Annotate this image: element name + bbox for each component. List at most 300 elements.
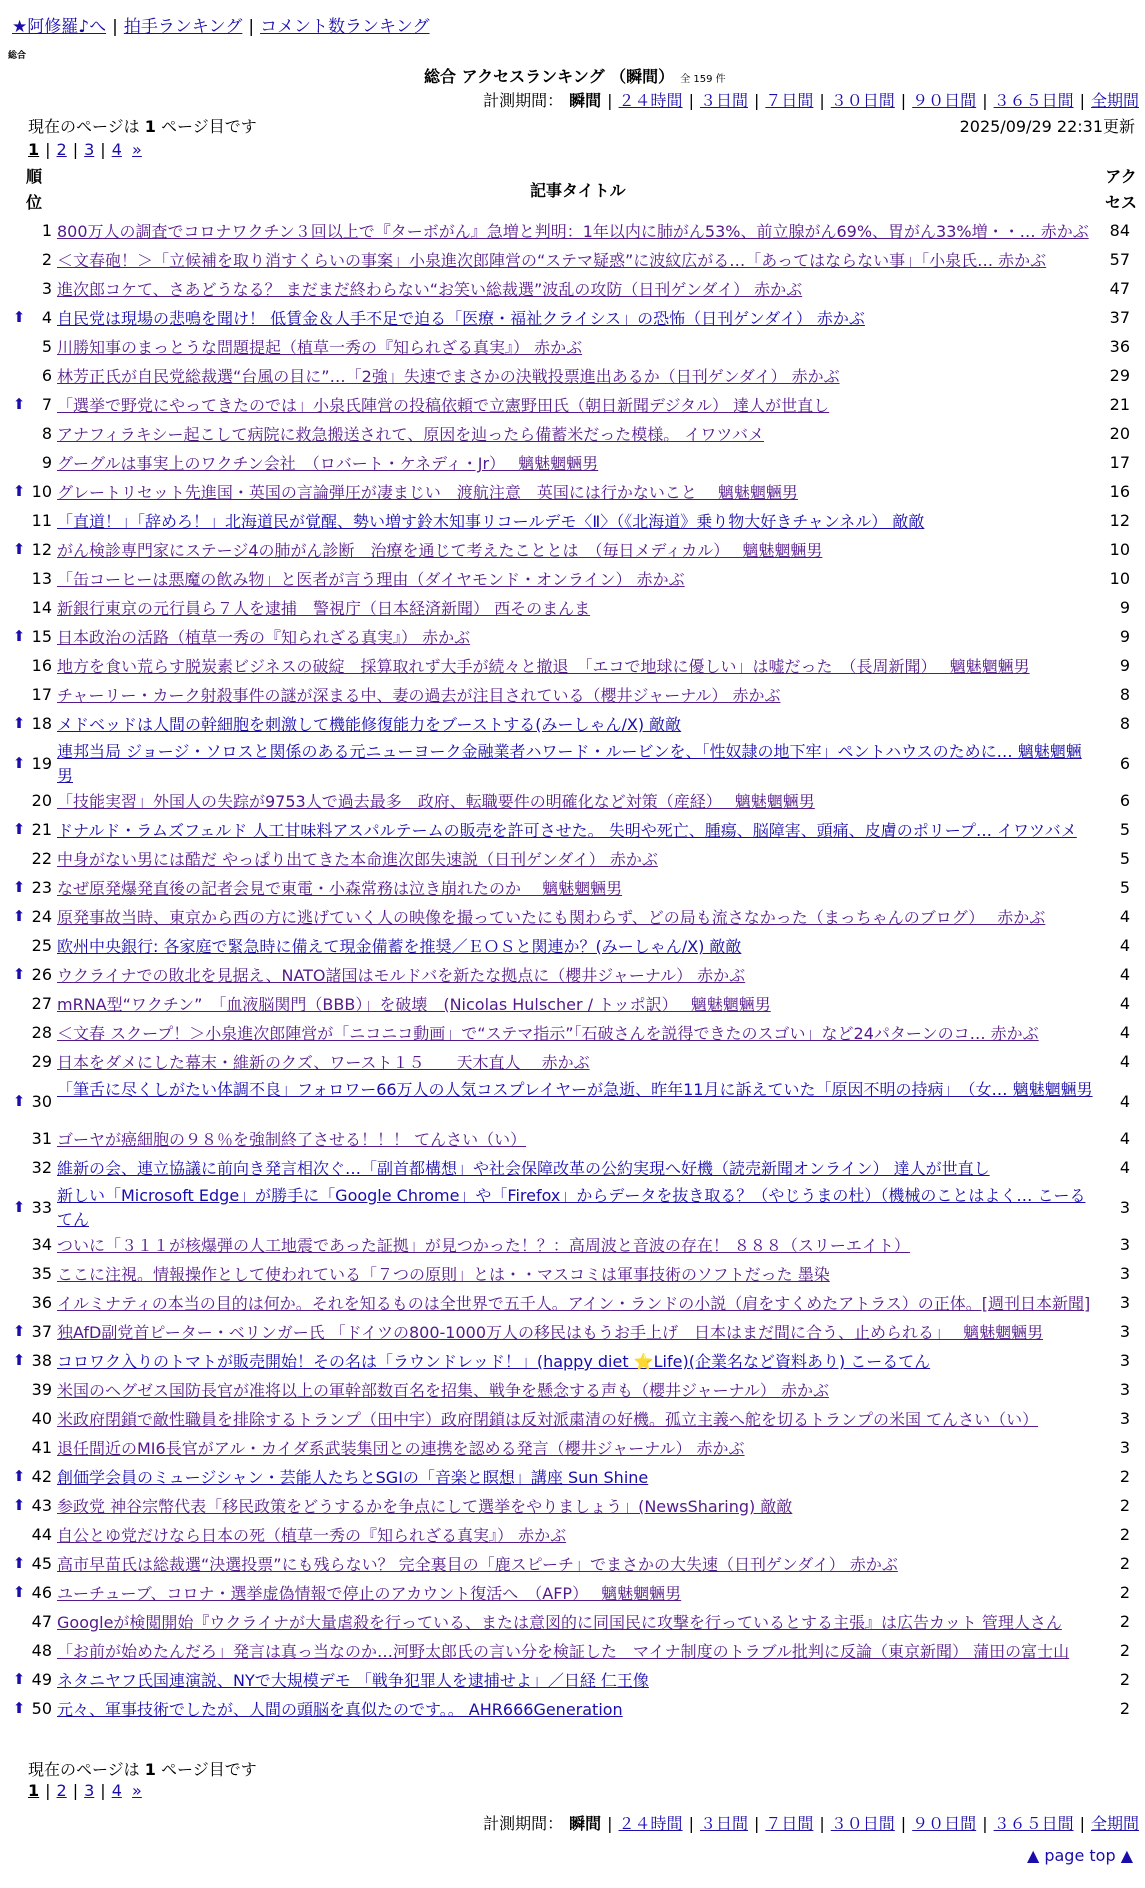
separator: | xyxy=(753,91,760,110)
rank-number: 26 xyxy=(31,965,52,984)
rank-number: 25 xyxy=(31,936,52,955)
article-title-cell xyxy=(57,1379,1097,1403)
ranking-row xyxy=(0,508,1145,537)
period-link-1[interactable]: ３日間 xyxy=(699,1814,748,1833)
period-label: 計測期間： xyxy=(483,1814,564,1833)
article-link[interactable]: チャーリー・カーク射殺事件の謎が深まる中、妻の過去が注目されている（櫻井ジャーナル） 赤かぶ xyxy=(57,686,781,705)
ranking-row xyxy=(0,392,1145,421)
ranking-row xyxy=(0,247,1145,276)
article-link[interactable]: 「直道！」「辞めろ！」北海道民が覚醒、勢い増す鈴木知事リコールデモ〈Ⅱ〉（《北海道》乗り物大好きチャンネル） 敵敵 xyxy=(57,512,925,531)
separator: | xyxy=(982,1814,988,1833)
pager-page-4[interactable]: 4 xyxy=(111,1781,122,1800)
article-title-cell xyxy=(57,1051,1097,1075)
rank-header-text: 順 位 xyxy=(25,167,42,212)
period-link-5[interactable]: ３６５日間 xyxy=(993,91,1074,110)
article-title-cell xyxy=(57,597,1097,621)
rank-number: 22 xyxy=(31,849,52,868)
rank-number: 13 xyxy=(31,569,52,588)
article-link[interactable]: ウクライナでの敗北を見据え、NATO諸国はモルドバを新たな拠点に（櫻井ジャーナル） 赤かぶ xyxy=(57,966,746,985)
ranking-row xyxy=(0,624,1145,653)
up-arrow-icon: ⬆ xyxy=(12,714,26,732)
ranking-row xyxy=(0,817,1145,846)
article-link[interactable]: 高市早苗氏は総裁選“決選投票”にも残らない？ 完全裏目の「鹿スピーチ」でまさかの大失速（日刊ゲンダイ） 赤かぶ xyxy=(57,1555,898,1574)
ranking-row xyxy=(0,875,1145,904)
article-link[interactable]: 米政府閉鎖で敵性職員を排除するトランプ（田中宇）政府閉鎖は反対派粛清の好機。孤立主義へ舵を切るトランプの米国 てんさい（い） xyxy=(57,1410,1039,1429)
ranking-row xyxy=(0,1580,1145,1609)
up-arrow-icon: ⬆ xyxy=(12,1322,26,1340)
period-link-5[interactable]: ３６５日間 xyxy=(993,1814,1074,1833)
rank-number: 40 xyxy=(31,1409,52,1428)
rank-number: 9 xyxy=(41,453,52,472)
ranking-row xyxy=(0,1609,1145,1638)
article-link[interactable]: 「お前が始めたんだろ」発言は真っ当なのか…河野太郎氏の言い分を検証した マイナ制度のトラブル批判に反論（東京新聞） 蒲田の富士山 xyxy=(57,1642,1070,1661)
current-page-number: 1 xyxy=(144,1760,156,1779)
access-count: 2 xyxy=(1119,1612,1130,1631)
access-count: 2 xyxy=(1119,1554,1130,1573)
article-link[interactable]: 「筆舌に尽くしがたい体調不良」フォロワー66万人の人気コスプレイヤーが急逝、昨年11月に訴えていた「原因不明の持病」 （女… 魑魅魍魎男 xyxy=(57,1080,1093,1099)
separator: | xyxy=(607,91,613,110)
ranking-row xyxy=(0,1290,1145,1319)
ranking-row xyxy=(0,1667,1145,1696)
rank-number: 16 xyxy=(31,656,52,675)
up-arrow-icon: ⬆ xyxy=(12,1198,26,1216)
article-link[interactable]: mRNA型“ワクチン” 「血液脳関門（BBB）」を破壊 (Nicolas Hulscher / トッポ訳） 魑魅魍魎男 xyxy=(57,995,771,1014)
article-link[interactable]: 自公とゆ党だけなら日本の死（植草一秀の『知られざる真実』） 赤かぶ xyxy=(57,1526,567,1545)
pager-page-3[interactable]: 3 xyxy=(84,1781,95,1800)
article-link[interactable]: 退任間近のMI6長官がアル・カイダ系武装集団との連携を認める発言（櫻井ジャーナル） 赤かぶ xyxy=(57,1439,745,1458)
period-link-4[interactable]: ９０日間 xyxy=(912,1814,977,1833)
ranking-row xyxy=(0,1078,1145,1126)
access-count: 4 xyxy=(1119,907,1130,926)
article-link[interactable]: イルミナティの本当の目的は何か。それを知るものは全世界で五千人。アイン・ランドの小説（肩をすくめたアトラス）の正体。[週刊日本新聞] xyxy=(57,1294,1091,1313)
ranking-row xyxy=(0,846,1145,875)
article-title-cell xyxy=(57,1495,1097,1519)
separator: | xyxy=(753,1814,760,1833)
rank-number: 2 xyxy=(41,250,52,269)
rank-number: 6 xyxy=(41,366,52,385)
article-title-cell xyxy=(57,1437,1097,1461)
access-count: 16 xyxy=(1109,482,1130,501)
access-count: 3 xyxy=(1119,1322,1130,1341)
rank-number: 43 xyxy=(31,1496,52,1515)
article-link[interactable]: 中身がない男には酷だ やっぱり出てきた本命進次郎失速説（日刊ゲンダイ） 赤かぶ xyxy=(57,850,658,869)
article-title-cell xyxy=(57,713,1097,737)
period-link-6[interactable]: 全期間 xyxy=(1090,1814,1139,1833)
rank-number: 46 xyxy=(31,1583,52,1602)
access-count: 3 xyxy=(1119,1198,1130,1217)
article-link[interactable]: 林芳正氏が自民党総裁選“台風の目に”…「2強」失速でまさかの決戦投票進出あるか（日刊ゲンダイ） 赤かぶ xyxy=(57,367,840,386)
rank-number: 4 xyxy=(41,308,52,327)
article-title-cell xyxy=(57,452,1097,476)
up-arrow-icon: ⬆ xyxy=(12,878,26,896)
rank-number: 37 xyxy=(31,1322,52,1341)
period-link-4[interactable]: ９０日間 xyxy=(912,91,977,110)
article-title-cell xyxy=(57,568,1097,592)
article-link[interactable]: ここに注視。情報操作として使われている「７つの原則」とは・・マスコミは軍事技術のソフトだった 墨染 xyxy=(57,1265,830,1284)
ranking-row xyxy=(0,904,1145,933)
separator: | xyxy=(819,1814,825,1833)
separator: | xyxy=(248,17,255,37)
rank-number: 34 xyxy=(31,1235,52,1254)
access-count: 84 xyxy=(1109,221,1130,240)
article-title-cell xyxy=(57,539,1097,563)
access-count: 8 xyxy=(1119,685,1130,704)
rank-number: 41 xyxy=(31,1438,52,1457)
separator: | xyxy=(819,91,825,110)
access-count: 4 xyxy=(1119,965,1130,984)
article-link[interactable]: 参政党 神谷宗幣代表「移民政策をどうするかを争点にして選挙をやりましょう」(NewsSharing) 敵敵 xyxy=(57,1497,793,1516)
up-arrow-icon: ⬆ xyxy=(12,1554,26,1572)
rank-number: 19 xyxy=(31,754,52,773)
rank-number: 38 xyxy=(31,1351,52,1370)
total-count: 全 159 件 xyxy=(680,74,726,85)
access-count: 17 xyxy=(1109,453,1130,472)
up-arrow-icon: ⬆ xyxy=(12,754,26,772)
article-link[interactable]: グレートリセット先進国・英国の言論弾圧が凄まじい 渡航注意 英国には行かないこと 魑魅魍魎男 xyxy=(57,483,798,502)
ranking-row xyxy=(0,962,1145,991)
article-title-cell xyxy=(57,655,1097,679)
current-page-bottom xyxy=(28,1757,257,1780)
article-link[interactable]: 日本政治の活路（植草一秀の『知られざる真実』） 赤かぶ xyxy=(57,628,471,647)
pager-page-4[interactable]: 4 xyxy=(111,140,122,159)
access-count: 4 xyxy=(1119,1052,1130,1071)
separator: | xyxy=(72,140,79,159)
ranking-row xyxy=(0,1493,1145,1522)
access-count: 6 xyxy=(1119,754,1130,773)
rank-number: 5 xyxy=(41,337,52,356)
rank-number: 31 xyxy=(31,1129,52,1148)
article-title-cell xyxy=(57,423,1097,447)
period-link-1[interactable]: ３日間 xyxy=(699,91,748,110)
ranking-row xyxy=(0,1522,1145,1551)
access-count: 12 xyxy=(1109,511,1130,530)
ranking-row xyxy=(0,1232,1145,1261)
article-link[interactable]: 創価学会員のミュージシャン・芸能人たちとSGIの「音楽と瞑想」講座 Sun Shine xyxy=(57,1468,649,1487)
access-count: 4 xyxy=(1119,1129,1130,1148)
ranking-row xyxy=(0,788,1145,817)
access-count: 9 xyxy=(1119,656,1130,675)
period-label: 計測期間： xyxy=(483,91,564,110)
ranking-row xyxy=(0,595,1145,624)
ranking-row xyxy=(0,1155,1145,1184)
up-arrow-icon: ⬆ xyxy=(12,1351,26,1369)
rank-number: 36 xyxy=(31,1293,52,1312)
up-arrow-icon: ⬆ xyxy=(12,395,26,413)
separator: | xyxy=(900,91,907,110)
article-title-cell xyxy=(57,510,1097,534)
article-link[interactable]: ドナルド・ラムズフェルド 人工甘味料アスパルテームの販売を許可させた。 失明や死亡、腫瘍、脳障害、頭痛、皮膚のポリープ… イワツバメ xyxy=(57,821,1077,840)
separator: | xyxy=(45,140,51,159)
ranking-row xyxy=(0,334,1145,363)
access-count: 9 xyxy=(1119,598,1130,617)
up-arrow-icon: ⬆ xyxy=(12,540,26,558)
home-link[interactable]: ★阿修羅♪へ xyxy=(12,17,107,37)
article-title-cell xyxy=(57,1350,1097,1374)
separator: | xyxy=(688,91,694,110)
access-count: 6 xyxy=(1119,791,1130,810)
up-arrow-icon: ⬆ xyxy=(12,1496,26,1514)
rank-number: 8 xyxy=(41,424,52,443)
access-count: 2 xyxy=(1119,1583,1130,1602)
article-title-cell xyxy=(57,307,1097,331)
access-count: 4 xyxy=(1119,1158,1130,1177)
article-link[interactable]: 「技能実習」外国人の失踪が9753人で過去最多 政府、転職要件の明確化など対策（産経） 魑魅魍魎男 xyxy=(57,792,815,811)
access-count: 8 xyxy=(1119,714,1130,733)
article-link[interactable]: アナフィラキシー起こして病院に救急搬送されて、原因を辿ったら備蓄米だった模様。 イワツバメ xyxy=(57,425,765,444)
article-title-cell xyxy=(57,1524,1097,1548)
page-top-link[interactable]: ▲ page top ▲ xyxy=(1026,1846,1133,1865)
period-link-3[interactable]: ３０日間 xyxy=(830,1814,895,1833)
ranking-list xyxy=(0,218,1145,1725)
access-count: 2 xyxy=(1119,1467,1130,1486)
article-link[interactable]: ゴーヤが癌細胞の９８％を強制終了させる！！！ てんさい（い） xyxy=(57,1130,527,1149)
article-link[interactable]: 維新の会、連立協議に前向き発言相次ぐ…「副首都構想」や社会保障改革の公約実現へ好機（読売新聞オンライン） 達人が世直し xyxy=(57,1159,990,1178)
period-current: 瞬間 xyxy=(569,1814,602,1833)
access-header-text: アク セス xyxy=(1104,167,1137,212)
pager-bottom xyxy=(28,1781,142,1800)
rank-number: 24 xyxy=(31,907,52,926)
ranking-row xyxy=(0,276,1145,305)
page-top-link-wrap xyxy=(1027,1846,1133,1865)
access-count: 4 xyxy=(1119,936,1130,955)
comment-ranking-link[interactable]: コメント数ランキング xyxy=(260,17,430,37)
rank-number: 15 xyxy=(31,627,52,646)
period-link-0[interactable]: ２４時間 xyxy=(618,91,683,110)
article-title-cell xyxy=(57,1466,1097,1490)
access-count: 37 xyxy=(1109,308,1130,327)
access-count: 5 xyxy=(1119,849,1130,868)
access-count: 3 xyxy=(1119,1235,1130,1254)
article-title-cell xyxy=(57,935,1097,959)
article-link[interactable]: 800万人の調査でコロナワクチン３回以上で『ターボがん』急増と判明：1年以内に肺がん53%、前立腺がん69%、胃がん33%増・・… 赤かぶ xyxy=(57,222,1089,241)
rank-number: 11 xyxy=(31,511,52,530)
separator: | xyxy=(982,91,988,110)
ranking-row xyxy=(0,479,1145,508)
article-link[interactable]: ついに「３１１が核爆弾の人工地震であった証拠」が見つかった！？：高周波と音波の存在！ ８８８（スリーエイト） xyxy=(57,1236,910,1255)
ranking-row xyxy=(0,711,1145,740)
rank-number: 49 xyxy=(31,1670,52,1689)
separator: | xyxy=(112,17,118,37)
article-title-cell xyxy=(57,278,1097,302)
separator: | xyxy=(688,1814,694,1833)
period-link-3[interactable]: ３０日間 xyxy=(830,91,895,110)
rank-number: 23 xyxy=(31,878,52,897)
access-count: 4 xyxy=(1119,1092,1130,1111)
ranking-row xyxy=(0,682,1145,711)
article-title-cell xyxy=(57,1157,1097,1181)
updated-timestamp: 2025/09/29 22:31更新 xyxy=(959,117,1135,136)
article-link[interactable]: 欧州中央銀行: 各家庭で緊急時に備えて現金備蓄を推奨／ＥＯＳと関連か？(みーしゃん/X) 敵敵 xyxy=(57,937,742,956)
current-page-prefix: 現在のページは xyxy=(28,117,145,136)
ranking-row xyxy=(0,1020,1145,1049)
article-link[interactable]: がん検診専門家にステージ4の肺がん診断 治療を通じて考えたこととは （毎日メディカル） 魑魅魍魎男 xyxy=(57,541,823,560)
current-page-suffix: ページ目です xyxy=(155,117,257,136)
up-arrow-icon: ⬆ xyxy=(12,627,26,645)
pager-page-2[interactable]: 2 xyxy=(56,1781,67,1800)
access-count: 21 xyxy=(1109,395,1130,414)
separator: | xyxy=(1079,91,1085,110)
rank-number: 17 xyxy=(31,685,52,704)
ranking-row xyxy=(0,1638,1145,1667)
article-title-cell xyxy=(57,1234,1097,1258)
article-link[interactable]: ＜文春 スクープ！＞小泉進次郎陣営が「ニコニコ動画」で“ステマ指示”「石破さんを説得できたのスゴい」など24パターンのコ… 赤かぶ xyxy=(57,1024,1039,1043)
ranking-row xyxy=(0,653,1145,682)
access-header xyxy=(1101,164,1141,216)
ranking-row xyxy=(0,1435,1145,1464)
rank-number: 18 xyxy=(31,714,52,733)
ranking-row xyxy=(0,305,1145,334)
rank-number: 42 xyxy=(31,1467,52,1486)
article-title-cell xyxy=(57,1321,1097,1345)
ranking-row xyxy=(0,450,1145,479)
ranking-row xyxy=(0,1348,1145,1377)
article-title-cell xyxy=(57,1640,1097,1664)
access-count: 29 xyxy=(1109,366,1130,385)
article-title-cell xyxy=(57,220,1097,244)
article-title-cell xyxy=(57,1582,1097,1606)
period-selector-bottom xyxy=(483,1811,1139,1834)
access-count: 47 xyxy=(1109,279,1130,298)
rank-number: 1 xyxy=(41,221,52,240)
article-title-cell xyxy=(57,1611,1097,1635)
article-title-cell xyxy=(57,993,1097,1017)
article-title-cell xyxy=(57,1128,1097,1152)
article-title-cell xyxy=(57,249,1097,273)
access-count: 5 xyxy=(1119,878,1130,897)
ranking-row xyxy=(0,1319,1145,1348)
period-link-2[interactable]: ７日間 xyxy=(765,91,814,110)
article-title-cell xyxy=(57,1078,1097,1102)
rank-number: 47 xyxy=(31,1612,52,1631)
article-link[interactable]: 新しい「Microsoft Edge」が勝手に「Google Chrome」や「Firefox」からデータを抜き取る？（やじうまの杜）（機械のことはよく… こーるてん xyxy=(57,1186,1086,1229)
access-count: 2 xyxy=(1119,1670,1130,1689)
rank-number: 48 xyxy=(31,1641,52,1660)
period-link-2[interactable]: ７日間 xyxy=(765,1814,814,1833)
article-link[interactable]: 連邦当局 ジョージ・ソロスと関係のある元ニューヨーク金融業者ハワード・ルービンを、「性奴隷の地下牢」ペントハウスのために… 魑魅魍魎男 xyxy=(57,742,1082,785)
category-label: 総合 xyxy=(8,51,27,61)
up-arrow-icon: ⬆ xyxy=(12,820,26,838)
current-page-number: 1 xyxy=(144,117,156,136)
access-count: 2 xyxy=(1119,1496,1130,1515)
article-link[interactable]: 元々、軍事技術でしたが、人間の頭脳を真似たのです。。 AHR666Generation xyxy=(57,1700,623,1719)
article-link[interactable]: ユーチューブ、コロナ・選挙虚偽情報で停止のアカウント復活へ （AFP） 魑魅魍魎男 xyxy=(57,1584,682,1603)
page-title-text: 総合 アクセスランキング （瞬間） xyxy=(424,67,675,86)
up-arrow-icon: ⬆ xyxy=(12,907,26,925)
up-arrow-icon: ⬆ xyxy=(12,1670,26,1688)
pager-next[interactable]: » xyxy=(132,1781,142,1800)
up-arrow-icon: ⬆ xyxy=(12,1699,26,1717)
ranking-row xyxy=(0,363,1145,392)
ranking-row xyxy=(0,933,1145,962)
access-count: 3 xyxy=(1119,1438,1130,1457)
article-link[interactable]: 進次郎コケて、さあどうなる？ まだまだ終わらない“お笑い総裁選”波乱の攻防（日刊ゲンダイ） 赤かぶ xyxy=(57,280,803,299)
article-link[interactable]: 原発事故当時、東京から西の方に逃げていく人の映像を撮っていたにも関わらず、どの局も流さなかった（まっちゃんのブログ） 赤かぶ xyxy=(57,908,1046,927)
rank-number: 50 xyxy=(31,1699,52,1718)
ranking-row xyxy=(0,1049,1145,1078)
pager-current: 1 xyxy=(28,140,40,159)
article-link[interactable]: ＜文春砲！＞「立候補を取り消すくらいの事案」小泉進次郎陣営の“ステマ疑惑”に波紋広がる…「あってはならない事」「小泉氏… 赤かぶ xyxy=(57,251,1047,270)
title-header: 記事タイトル xyxy=(530,181,626,200)
ranking-row xyxy=(0,991,1145,1020)
separator: | xyxy=(900,1814,907,1833)
article-title-cell xyxy=(57,1022,1097,1046)
article-title-cell xyxy=(57,877,1097,901)
clap-ranking-link[interactable]: 拍手ランキング xyxy=(123,17,243,37)
ranking-row xyxy=(0,1377,1145,1406)
up-arrow-icon: ⬆ xyxy=(12,308,26,326)
spacer xyxy=(122,140,132,159)
article-title-cell xyxy=(57,740,1097,788)
article-link[interactable]: 地方を食い荒らす脱炭素ビジネスの破綻 採算取れず大手が続々と撤退 「エコで地球に優しい」は嘘だった （長周新聞） 魑魅魍魎男 xyxy=(57,657,1030,676)
period-link-0[interactable]: ２４時間 xyxy=(618,1814,683,1833)
separator: | xyxy=(607,1814,613,1833)
article-link[interactable]: グーグルは事実上のワクチン会社 （ロバート・ケネディ・Jr） 魑魅魍魎男 xyxy=(57,454,599,473)
article-title-cell xyxy=(57,790,1097,814)
rank-number: 32 xyxy=(31,1158,52,1177)
rank-number: 21 xyxy=(31,820,52,839)
article-link[interactable]: コロワク入りのトマトが販売開始！その名は「ラウンドレッド！」(happy diet ⭐Life)(企業名など資料あり) こーるてん xyxy=(57,1352,931,1371)
article-link[interactable]: Googleが検閲開始『ウクライナが大量虐殺を行っている、または意図的に同国民に攻撃を行っているとする主張』は広告カット 管理人さん xyxy=(57,1613,1062,1632)
separator: | xyxy=(72,1781,79,1800)
pager-next[interactable]: » xyxy=(132,140,142,159)
article-title-cell xyxy=(57,819,1097,843)
article-link[interactable]: 自民党は現場の悲鳴を聞け！ 低賃金＆人手不足で迫る「医療・福祉クライシス」の恐怖（日刊ゲンダイ） 赤かぶ xyxy=(57,309,865,328)
period-current: 瞬間 xyxy=(569,91,602,110)
ranking-row xyxy=(0,1551,1145,1580)
rank-number: 12 xyxy=(31,540,52,559)
article-title-cell xyxy=(57,626,1097,650)
rank-number: 10 xyxy=(31,482,52,501)
ranking-row xyxy=(0,1126,1145,1155)
ranking-row xyxy=(0,1261,1145,1290)
access-count: 3 xyxy=(1119,1409,1130,1428)
ranking-row xyxy=(0,1696,1145,1725)
access-count: 10 xyxy=(1109,569,1130,588)
access-count: 2 xyxy=(1119,1525,1130,1544)
article-title-cell xyxy=(57,481,1097,505)
current-page-prefix: 現在のページは xyxy=(28,1760,145,1779)
rank-number: 20 xyxy=(31,791,52,810)
rank-number: 33 xyxy=(31,1198,52,1217)
access-count: 4 xyxy=(1119,994,1130,1013)
up-arrow-icon: ⬆ xyxy=(12,482,26,500)
rank-number: 3 xyxy=(41,279,52,298)
article-link[interactable]: メドベッドは人間の幹細胞を刺激して機能修復能力をブーストする(みーしゃん/X) 敵敵 xyxy=(57,715,682,734)
pager-page-3[interactable]: 3 xyxy=(84,140,95,159)
article-link[interactable]: 「缶コーヒーは悪魔の飲み物」と医者が言う理由（ダイヤモンド・オンライン） 赤かぶ xyxy=(57,570,685,589)
article-link[interactable]: なぜ原発爆発直後の記者会見で東電・小森常務は泣き崩れたのか 魑魅魍魎男 xyxy=(57,879,623,898)
access-count: 20 xyxy=(1109,424,1130,443)
article-title-cell xyxy=(57,1553,1097,1577)
article-link[interactable]: 「選挙で野党にやってきたのでは」小泉氏陣営の投稿依頼で立憲野田氏（朝日新聞デジタル） 達人が世直し xyxy=(57,396,830,415)
access-count: 36 xyxy=(1109,337,1130,356)
article-link[interactable]: 日本をダメにした幕末・維新のクズ、ワースト１５ 天木直人 赤かぶ xyxy=(57,1053,590,1072)
access-count: 3 xyxy=(1119,1351,1130,1370)
article-link[interactable]: 新銀行東京の元行員ら７人を逮捕 警視庁（日本経済新聞） 西そのまんま xyxy=(57,599,591,618)
article-link[interactable]: 独AfD副党首ピーター・ベリンガー氏 「ドイツの800-1000万人の移民はもうお手上げ 日本はまだ間に合う、止められる」 魑魅魍魎男 xyxy=(57,1323,1044,1342)
pager-page-2[interactable]: 2 xyxy=(56,140,67,159)
top-navigation xyxy=(12,12,430,37)
article-link[interactable]: 川勝知事のまっとうな問題提起（植草一秀の『知られざる真実』） 赤かぶ xyxy=(57,338,583,357)
access-count: 5 xyxy=(1119,820,1130,839)
separator: | xyxy=(1079,1814,1085,1833)
article-title-cell xyxy=(57,365,1097,389)
access-count: 57 xyxy=(1109,250,1130,269)
article-link[interactable]: ネタニヤフ氏国連演説、NYで大規模デモ 「戦争犯罪人を逮捕せよ」／日経 仁王像 xyxy=(57,1671,649,1690)
article-link[interactable]: 米国のヘグゼス国防長官が准将以上の軍幹部数百名を招集、戦争を懸念する声も（櫻井ジャーナル） 赤かぶ xyxy=(57,1381,829,1400)
period-link-6[interactable]: 全期間 xyxy=(1090,91,1139,110)
access-count: 10 xyxy=(1109,540,1130,559)
